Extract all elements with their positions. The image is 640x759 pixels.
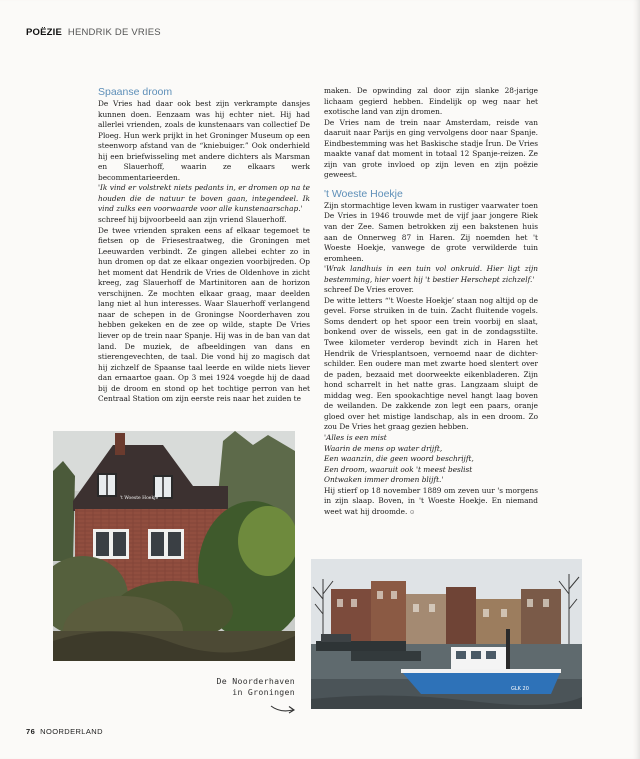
paragraph: De Vries had daar ook best zijn verkrampte dansjes kunnen doen. Eenzaam was hij echter niet. Hij had allerlei vrienden, zoals de kunstenaars van collectief De Ploeg. Hun werk prijkt in het Groninger Museum op een steenworp afstand van de “kniebuiger.” Ook onderhield hij een briefwisseling met andere dichters als Marsman en Slauerhoff, waarin ze elkaars werk becommentarieerden. [98, 99, 310, 182]
house-sign: 't Woeste Hoekje [119, 496, 159, 501]
poem-line: 'Alles is een mist [324, 432, 387, 442]
photo-caption [200, 676, 295, 698]
running-head [26, 27, 161, 38]
arrow-right-icon [270, 703, 296, 715]
poem-line: Ontwaken immer dromen blijft.' [324, 475, 444, 485]
paragraph: schreef hij bijvoorbeeld aan zijn vriend Slauerhoff. [98, 215, 287, 225]
boat-number: GLK 20 [511, 686, 529, 692]
caption-line: in Groningen [232, 687, 295, 697]
quote-landhuis: 'Wrak landhuis in een tuin vol onkruid. Hier ligt zijn bestemming, hier voert hij 't bestier Herschept zichzelf.' [324, 264, 538, 284]
paragraph: De Vries nam de trein naar Amsterdam, reisde van daaruit naar Parijs en ging vervolgens door naar Spanje. Eindbestemming was het Baskische stadje Írun. De Vries maakte vanaf dat moment in totaal 12 Spanje-reizen. Ze zijn van grote invloed op zijn leven en zijn poëzie geweest. [324, 117, 538, 180]
magazine-name: NOORDERLAND [40, 727, 103, 736]
paragraph: schreef De Vries erover. [324, 285, 414, 295]
page-number: 76 [26, 727, 36, 736]
poem-line: Waarin de mens op water drijft, [324, 443, 443, 453]
closing-paragraph: Hij stierf op 18 november 1889 om zeven uur 's morgens in zijn slaap. Boven, in 't Woeste Hoekje. En niemand weet wat hij droomde. ⊙ [324, 485, 538, 516]
author-label: HENDRIK DE VRIES [67, 27, 161, 38]
subheading-spaanse-droom: Spaanse droom [98, 86, 173, 98]
text-column-right [324, 86, 538, 518]
caption-line: De Noorderhaven [216, 676, 295, 686]
section-label: POËZIE [26, 27, 63, 38]
page-footer [26, 727, 103, 736]
quote-marsman-slauerhoff: 'Ik vind er volstrekt niets pedants in, er dromen op na te houden die de natuur te boven gaan, integendeel. Ik vind zulks een voorwaarde voor alle kunstenaarschap.' [98, 183, 310, 214]
poem [324, 433, 538, 486]
paragraph: De witte letters “'t Woeste Hoekje’ staan nog altijd op de gevel. Forse struiken in de tuin. Zacht fluitende vogels. Soms dendert op het spoor een trein voorbij en slaat, bonkend over de wissels, een gat in de zondagsstilte. Twee kilometer verderop bevindt zich in Haren het Hendrik de Vriesplantsoen, vernoemd naar de dichter-schilder. Een oudere man met zwarte hoed slentert over de paden, bezaaid met doorweekte eikenbladeren. Zijn hond scharrelt in het natte gras. Langzaam sluipt de middag weg. Een spookachtige nevel hangt laag boven de weilanden. De zakkende zon legt een paars, oranje gloed over het mistige landschap, als in een droom. Zo zou De Vries het graag gezien hebben. [324, 295, 538, 432]
paragraph: maken. De opwinding zal door zijn slanke 28-jarige lichaam gegierd hebben. Eindelijk op weg naar het exotische land van zijn dromen. [324, 86, 538, 117]
poem-line: Een waanzin, die geen woord beschrijft, [324, 454, 474, 464]
text-column-left [98, 86, 310, 405]
poem-line: Een droom, waaruit ook 't meest beslist [324, 464, 473, 474]
end-mark-icon: ⊙ [409, 508, 415, 516]
photo-woeste-hoekje-house [53, 431, 295, 661]
photo-noorderhaven-harbour [311, 559, 582, 709]
paragraph: De twee vrienden spraken eens af elkaar tegemoet te fietsen op de Friesestraatweg, die Groningen met Leeuwarden verbindt. Ze gingen allebei echter zo in hun dromen op dat ze elkaar ongezien voorbijreden. Op het moment dat Hendrik de Vries de Oldenhove in zicht kreeg, zag Slauerhoff de Martinitoren aan de horizon verschijnen. Ze mochten elkaar graag, maar deelden lang niet al hun interesses. Waar Slauerhoff verlangend naar de schepen in de Groningse Noorderhaven zou hebben gekeken en de zee op wilde, stapte De Vries liever op de trein naar Spanje. Hij was in de ban van dat land. De muziek, de afbeeldingen van dans en stierengevechten, de taal. Die vond hij zo magisch dat hij zichzelf de Spaanse taal leerde en wilde niets liever dan ernaartoe gaan. Op 3 mei 1924 voegde hij de daad bij de droom en stond op het tochtige perron van het Centraal Station om zijn eerste reis naar het zuiden te [98, 225, 310, 404]
subheading-woeste-hoekje: 't Woeste Hoekje [324, 187, 403, 200]
paragraph: Zijn stormachtige leven kwam in rustiger vaarwater toen De Vries in 1946 trouwde met de vijf jaar jongere Riek van der Zee. Samen betrokken zij een bakstenen huis aan de Onnerweg 87 in Haren. Zij noemden het 't Woeste Hoekje, vanwege de grote verwilderde tuin eromheen. [324, 200, 538, 263]
